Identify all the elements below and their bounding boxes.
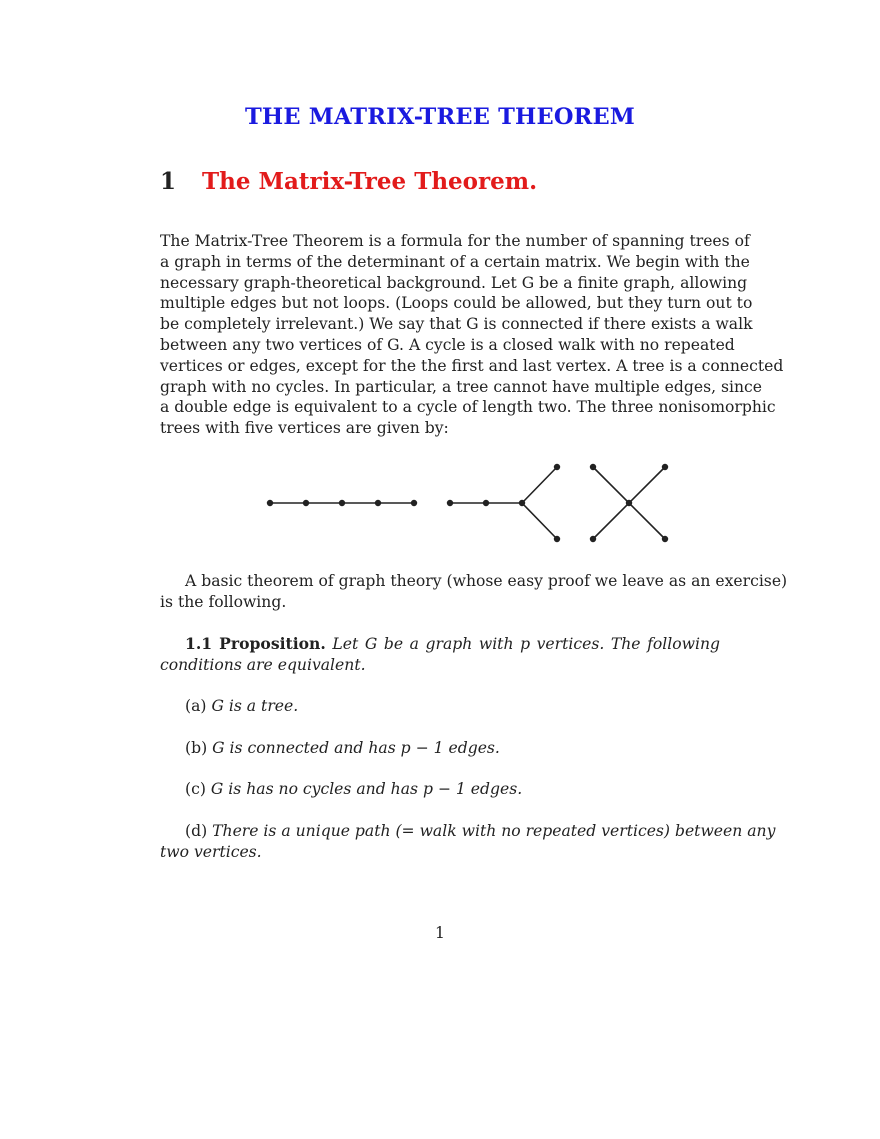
proposition-line: conditions are equivalent. <box>160 655 366 674</box>
star-tree <box>591 465 668 542</box>
proposition-statement <box>160 634 720 676</box>
condition-line <box>160 821 776 842</box>
basic-line: A basic theorem of graph theory (whose easy proof we leave as an exercise) <box>185 572 788 590</box>
condition-item <box>185 739 500 757</box>
condition-label: (a) <box>185 697 207 715</box>
condition-text: G is has no cycles and has p − 1 edges. <box>210 780 523 798</box>
basic-line: is the following. <box>160 592 287 611</box>
intro-line: graph with no cycles. In particular, a tree cannot have multiple edges, since <box>160 377 762 396</box>
intro-line: between any two vertices of G. A cycle is a closed walk with no repeated <box>160 335 735 354</box>
intro-paragraph <box>160 231 784 439</box>
intro-line: multiple edges but not loops. (Loops could be allowed, but they turn out to <box>160 294 753 313</box>
condition-item-d <box>160 821 776 863</box>
condition-item <box>185 780 522 798</box>
proposition-text: Let G be a graph with p vertices. The following <box>332 635 720 653</box>
intro-line: The Matrix-Tree Theorem is a formula for the number of spanning trees of <box>160 232 750 250</box>
page-number: 1 <box>435 924 445 942</box>
condition-line: two vertices. <box>160 842 262 861</box>
intro-line: be completely irrelevant.) We say that G is connected if there exists a walk <box>160 315 753 334</box>
intro-line: vertices or edges, except for the the first and last vertex. A tree is a connected <box>160 356 784 375</box>
condition-text: G is a tree. <box>211 697 299 715</box>
fork-tree <box>448 465 560 542</box>
document-title: THE MATRIX-TREE THEOREM <box>244 104 636 130</box>
section-number: 1 <box>160 168 177 195</box>
condition-text: There is a unique path (= walk with no repeated vertices) between any <box>212 822 776 840</box>
five-vertex-trees-figure <box>250 452 670 548</box>
intro-line: trees with five vertices are given by: <box>160 419 449 438</box>
condition-label: (d) <box>185 822 208 840</box>
condition-label: (c) <box>185 780 206 798</box>
condition-text: G is connected and has p − 1 edges. <box>212 739 500 757</box>
intro-line: necessary graph-theoretical background. Let G be a finite graph, allowing <box>160 273 748 292</box>
path-tree <box>268 501 417 506</box>
proposition-line <box>160 634 720 655</box>
basic-theorem-paragraph <box>160 571 788 613</box>
proposition-label: 1.1 Proposition. <box>185 634 326 653</box>
section-title: The Matrix-Tree Theorem. <box>202 168 538 195</box>
intro-line: a graph in terms of the determinant of a certain matrix. We begin with the <box>160 252 750 271</box>
intro-line: a double edge is equivalent to a cycle of length two. The three nonisomorphic <box>160 398 776 417</box>
condition-label: (b) <box>185 739 208 757</box>
section-heading <box>160 168 537 195</box>
condition-item <box>185 697 298 715</box>
